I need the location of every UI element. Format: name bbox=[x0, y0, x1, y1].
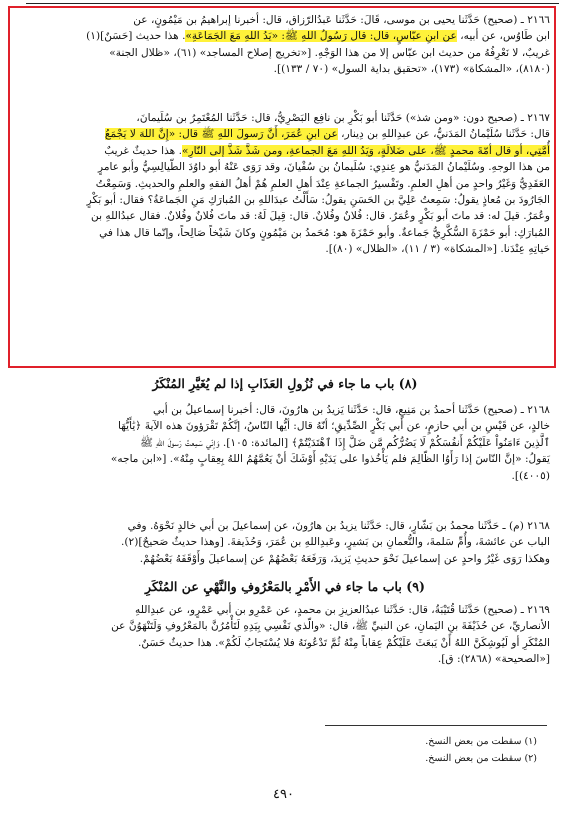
text-line: الأنصاريِّ، عن حُذَيْفَةَ بنِ اليَمانِ، عن النبيِّ ﷺ، قال: «والّذي نَفْسِي بِيَدِهِ لَتَأْمُرُنَّ بالمَعْرُوفِ وَلَتَنْهَوُنَّ عن bbox=[111, 620, 550, 633]
text-line: ٢١٦٩ ـ (صحيح) حَدَّثَنا قُتَيْبَةُ، قال: حَدَّثَنا عبدُالعزيزِ بن محمدٍ، عن عَمْرِو بن أبي عَمْرٍو، عن عبدِاللهِ bbox=[135, 604, 550, 616]
text-line: ابن طَاوُس، عن أبيه، عن ابنِ عبّاسٍ، قال: قال رَسُولُ اللهِ ﷺ: «يَدُ اللهِ مَعَ الجَمَاعَةِ». هذا حديث [حَسَنٌ](١) bbox=[86, 30, 550, 43]
text-line: العَقَدِيُّ وَغَيْرُ واحدٍ من أهلِ العلمِ. وتَفْسيرُ الجماعةِ عِنْدَ أهلِ العلمِ هُمْ أهلُ الفقهِ والعلمِ والحديثِ. وَسَمِعْتُ bbox=[95, 177, 550, 190]
text-line: قال: حَدَّثَنا سُلَيْمانُ المَدَنيُّ، عن عبدِاللهِ بن دِينار، عن ابنِ عُمَرَ، أَنَّ رَسولَ اللهِ ﷺ قال: «إِنَّ اللهَ لا يَجْمَعُ bbox=[104, 128, 550, 141]
text-line: (٨١٨٠)، «المشكاة» (١٧٣)، «تحقيق بداية السول» (٧٠ / ١٣٣)]. bbox=[273, 63, 550, 76]
footnote-2: (٢) سقطت من بعض النسخ. bbox=[425, 753, 537, 764]
text-line: حَياتِهِ عِنْدَنا. [«المشكاة» (٣ / ١١)، «الظلال» (٨٠)]. bbox=[325, 243, 550, 256]
text-line: غريبٌ، لا نَعْرِفُهُ من حديث ابن عبّاس إلا من هذا الوَجْهِ. [«تخريج إصلاح المساجد» (٦١)، «ظلال الجنة» bbox=[109, 46, 550, 59]
page-number: ٤٩٠ bbox=[273, 787, 294, 802]
text-line: المُنْكَرِ أو لَيُوشِكَنَّ اللهُ أَنْ يَبعَثَ عَلَيْكُمْ عِقاباً مِنْهُ ثُمَّ تَدْعُونَهُ فلا يُسْتَجابُ لَكُمْ». هذا حديثٌ حَسَنٌ. bbox=[137, 636, 550, 649]
hadith-2166 bbox=[20, 12, 550, 78]
text-line: ٢١٦٨ ـ (صحيح) حَدَّثَنا أحمدُ بن مَنِيعٍ، قال: حَدَّثَنا يَزيدُ بن هارُونَ، قال: أخبرنا إسماعيلُ بن أبي bbox=[153, 404, 550, 416]
text-line: أُمَّتِي، أو قال أمّةَ محمدٍ ﷺ، على ضَلالَةٍ، وَيَدُ اللهِ مَعَ الجماعةِ، ومن شَذَّ شَذَّ إلى النّارِ». هذا حديثٌ غريبٌ bbox=[104, 144, 550, 157]
text-line: (٤٠٠٥)]. bbox=[511, 469, 550, 482]
hadith-2168m bbox=[20, 518, 550, 567]
text-line: الجَارُودَ بن مُعاذٍ يقولُ: سَمِعتُ عَلِيَّ بن الحَسَنِ يقولُ: سَأَلْتُ عبدَاللهِ بن المُبارَكِ مَنِ الجَماعَةُ؟ فقال: أبو بَكْرٍ bbox=[86, 194, 550, 207]
text-line: ٢١٦٨ (م) ـ حَدَّثَنا محمدُ بن بَشّارٍ، قال: حَدَّثَنا يزيدُ بن هارُونَ، عن إسماعيلَ بن أبي خالدٍ نَحْوَهُ. وفي bbox=[127, 520, 550, 532]
text-line: يَقولُ: «إنَّ النّاسَ إذا رَأَوُا الظّالِمَ فلم يَأْخُذوا على يَدَيْهِ أَوْشَكَ أنْ يَعُمَّهُمُ اللهُ بِعِقابٍ مِنْهُ». [«ابن ماجه» bbox=[110, 453, 550, 466]
hadith-2167 bbox=[20, 110, 550, 258]
text-line: ٢١٦٦ ـ (صحيح) حَدَّثَنا يحيى بن موسى، قَالَ: حَدَّثَنا عَبدُالرّزاق، قال: أخبرنا إبراهيمُ بن مَيْمُونٍ، عن bbox=[133, 14, 550, 26]
chapter-heading-9: (٩) باب ما جاء في الأَمْرِ بالمَعْرُوفِ والنَّهْيِ عن المُنْكَرِ bbox=[145, 579, 425, 594]
text-line: وهكذا رَوَى غَيْرُ واحدٍ عن إسماعيلَ نَحْوَ حديثِ يَزيدَ، وَرَفَعَهُ بَعْضُهُمْ عن إسماعيلَ وأَوْقَفَهُ بَعْضُهُمْ. bbox=[139, 552, 550, 565]
chapter-heading-8: (٨) باب ما جاء في نُزُولِ العَذَابِ إذا لم يُغَيَّرِ المُنْكَرُ bbox=[152, 376, 418, 391]
highlighted-text: عن ابنِ عبّاسٍ، قال: قال رَسُولُ اللهِ ﷺ: «يَدُ اللهِ مَعَ الجَمَاعَةِ» bbox=[185, 30, 457, 43]
text-line: ٢١٦٧ ـ (صحيح دون: «ومن شذ») حَدَّثَنا أبو بَكْرِ بن نافِع البَصْرِيُّ، قال: حَدَّثَنا المُعْتَمِرُ بن سُلَيمانَ، bbox=[136, 112, 550, 124]
text-line: المُبارَكِ: أبو حَمْزَةَ السُّكَّرِيُّ جَماعةٌ. وأبو حَمْزَةَ هو: مُحَمدُ بن مَيْمُونٍ وكانَ شَيْخاً صَالِحاً، وإنّما قال هذا في bbox=[99, 226, 550, 239]
text-line: [«الصحيحة» (٢٨٦٨): ق]. bbox=[437, 653, 550, 666]
hadith-2168 bbox=[20, 402, 550, 484]
text-line: من هذا الوجهِ. وسُلَيْمانُ المَدَنيُّ هو عِندِي: سُلَيمانُ بن سُفْيانَ، وقد رَوَى عَنْهُ أبو داوُدَ الطّيالِسِيُّ وأبو عامرٍ bbox=[97, 161, 550, 174]
text-line: خالدٍ، عن قَيْسِ بن أبي حازمٍ، عن أبي بَكْرٍ الصِّدِّيقِ؛ أنّهُ قال: أيُّها النّاسُ، إنَّكُمْ تَقْرَؤونَ هذه الآيةَ ﴿يَٰأَيُّهَا bbox=[118, 420, 550, 433]
text-line: الباب عن عائشةَ، وأُمِّ سَلمةَ، والنُّعمانِ بن بَشيرٍ، وعَبدِاللهِ بن عُمَرَ، وَحُذَيفةَ. [وهذا حديثٌ صَحيحٌ](٢). bbox=[121, 536, 550, 549]
text-line: وعُمَرُ. قيلَ له: قد ماتَ أبو بَكْرٍ وعُمَرُ. قال: فُلانٌ وفُلانٌ. قال: قِيلَ لَهُ: قد ماتَ فُلانٌ وفُلانٌ. فقال عبدُاللهِ بن bbox=[91, 210, 550, 223]
footnote-1: (١) سقطت من بعض النسخ. bbox=[425, 736, 537, 747]
text-line: ٱلَّذِينَ ءَامَنُواْ عَلَيْكُمْ أَنفُسَكُمْ لَا يَضُرُّكُم مَّن ضَلَّ إِذَا ٱهْتَدَيْتُمْ﴾ [المائدة: ١٠٥]. وَإنّي سَمِعتُ رَسولَ اللهِ ﷺ bbox=[140, 436, 550, 449]
highlighted-text: عن ابنِ عُمَرَ، أَنَّ رَسولَ اللهِ ﷺ قال: «إِنَّ اللهَ لا يَجْمَعُ bbox=[104, 128, 338, 141]
footnote-rule bbox=[325, 725, 547, 726]
highlighted-text: أُمَّتِي، أو قال أمّةَ محمدٍ ﷺ، على ضَلالَةٍ، وَيَدُ اللهِ مَعَ الجماعةِ، ومن شَذَّ شَذَّ إلى النّارِ» bbox=[181, 144, 550, 157]
hadith-2169 bbox=[20, 602, 550, 668]
top-rule bbox=[26, 3, 559, 4]
